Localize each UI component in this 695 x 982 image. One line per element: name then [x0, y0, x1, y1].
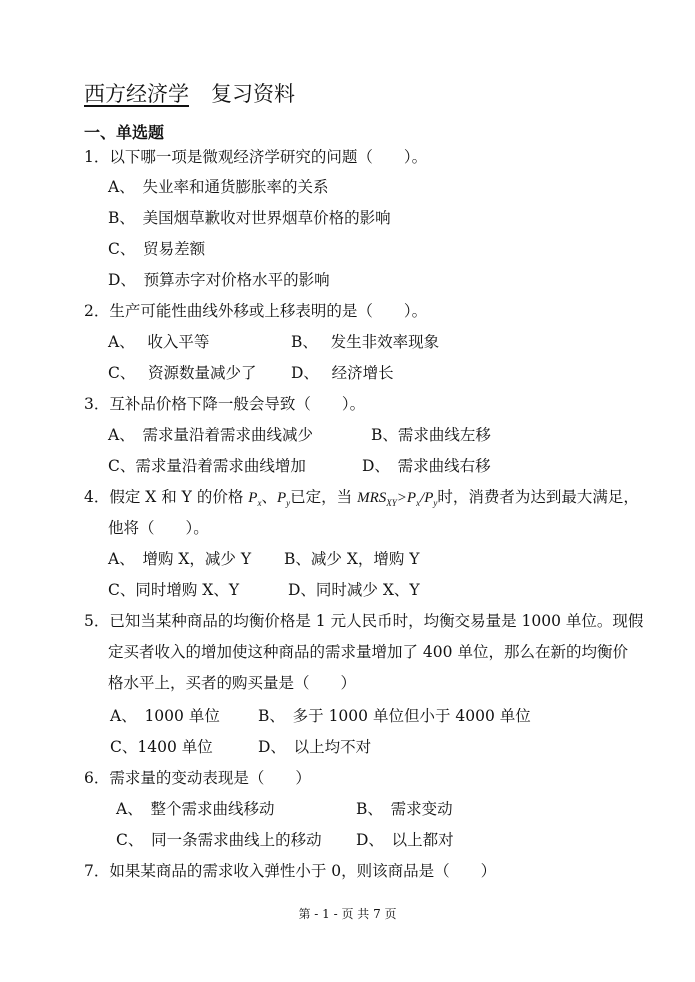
question-5-line-3: 格水平上，买者的购买量是（ ）	[108, 674, 357, 692]
question-5-line-2: 定买者收入的增加使这种商品的需求量增加了 400 单位，那么在新的均衡价	[108, 643, 628, 661]
question-6-option-d: D、 以上都对	[356, 831, 454, 849]
q4-px2-sub: x	[416, 498, 421, 508]
q4-py2-sub: y	[433, 498, 438, 508]
question-3-option-b: B、需求曲线左移	[371, 426, 491, 444]
q4-px2: P	[406, 490, 417, 506]
question-6-text: 6．需求量的变动表现是（ ）	[84, 769, 311, 787]
q4-gt: >	[396, 490, 407, 506]
section-heading: 一、单选题	[84, 123, 165, 142]
title-main: 西方经济学	[84, 82, 189, 106]
question-5-option-c: C、1400 单位	[110, 738, 213, 756]
question-1-text: 1．以下哪一项是微观经济学研究的问题（ ）。	[84, 148, 428, 166]
question-3-option-a: A、 需求量沿着需求曲线减少	[108, 426, 313, 444]
q4-py2: P	[424, 490, 434, 506]
question-1-option-d: D、 预算赤字对价格水平的影响	[108, 271, 330, 289]
q4-py: P	[276, 490, 287, 506]
question-1-option-a: A、 失业率和通货膨胀率的关系	[108, 178, 329, 196]
question-3-text: 3．互补品价格下降一般会导致（ ）。	[84, 395, 366, 413]
question-2-option-c: C、 资源数量减少了	[108, 364, 257, 382]
q4-mrs	[357, 490, 437, 506]
title-sub: 复习资料	[211, 82, 295, 106]
q4-text-post: 时，消费者为达到最大满足，	[437, 488, 639, 506]
question-7-text: 7．如果某商品的需求收入弹性小于 0，则该商品是（ ）	[84, 862, 497, 880]
question-4-option-c: C、同时增购 X、Y	[108, 581, 240, 599]
question-6-option-b: B、 需求变动	[356, 800, 453, 818]
question-5-line-1: 5．已知当某种商品的均衡价格是 1 元人民币时，均衡交易量是 1000 单位。现假	[84, 612, 644, 630]
q4-slash: /	[420, 490, 425, 506]
question-2-text: 2．生产可能性曲线外移或上移表明的是（ ）。	[84, 302, 428, 320]
question-3-option-c: C、需求量沿着需求曲线增加	[108, 457, 306, 475]
question-2-option-d: D、 经济增长	[291, 364, 394, 382]
question-1-option-b: B、 美国烟草歉收对世界烟草价格的影响	[108, 209, 391, 227]
question-5-option-d: D、 以上均不对	[258, 738, 372, 756]
question-4-text-line2: 他将（ ）。	[108, 519, 209, 537]
q4-price-x	[248, 490, 261, 506]
question-6-option-c: C、 同一条需求曲线上的移动	[116, 831, 322, 849]
question-5-option-b: B、 多于 1000 单位但小于 4000 单位	[258, 707, 531, 725]
q4-text-mid: 已定，当	[290, 488, 353, 506]
question-3-option-d: D、 需求曲线右移	[362, 457, 491, 475]
question-4-option-a: A、 增购 X，减少 Y	[108, 550, 252, 568]
q4-text-pre: 4．假定 X 和 Y 的价格	[84, 488, 244, 506]
question-4-text	[84, 487, 639, 513]
question-6-option-a: A、 整个需求曲线移动	[116, 800, 275, 818]
question-2-option-b: B、 发生非效率现象	[291, 333, 440, 351]
q4-px: P	[248, 490, 258, 506]
q4-sep: 、	[261, 488, 277, 506]
question-1-option-c: C、 贸易差额	[108, 240, 206, 258]
q4-py-sub: y	[286, 498, 291, 508]
q4-px-sub: x	[257, 498, 262, 508]
question-4-option-b: B、减少 X，增购 Y	[284, 550, 420, 568]
page-footer: 第 - 1 - 页 共 7 页	[298, 907, 397, 921]
question-2-option-a: A、 收入平等	[108, 333, 210, 351]
q4-price-y	[277, 490, 290, 506]
question-5-option-a: A、 1000 单位	[110, 707, 220, 725]
q4-mrs-sub: XY	[386, 498, 397, 508]
q4-mrs-label: MRS	[357, 490, 387, 506]
document-title	[84, 78, 295, 108]
question-4-option-d: D、同时减少 X、Y	[288, 581, 420, 599]
